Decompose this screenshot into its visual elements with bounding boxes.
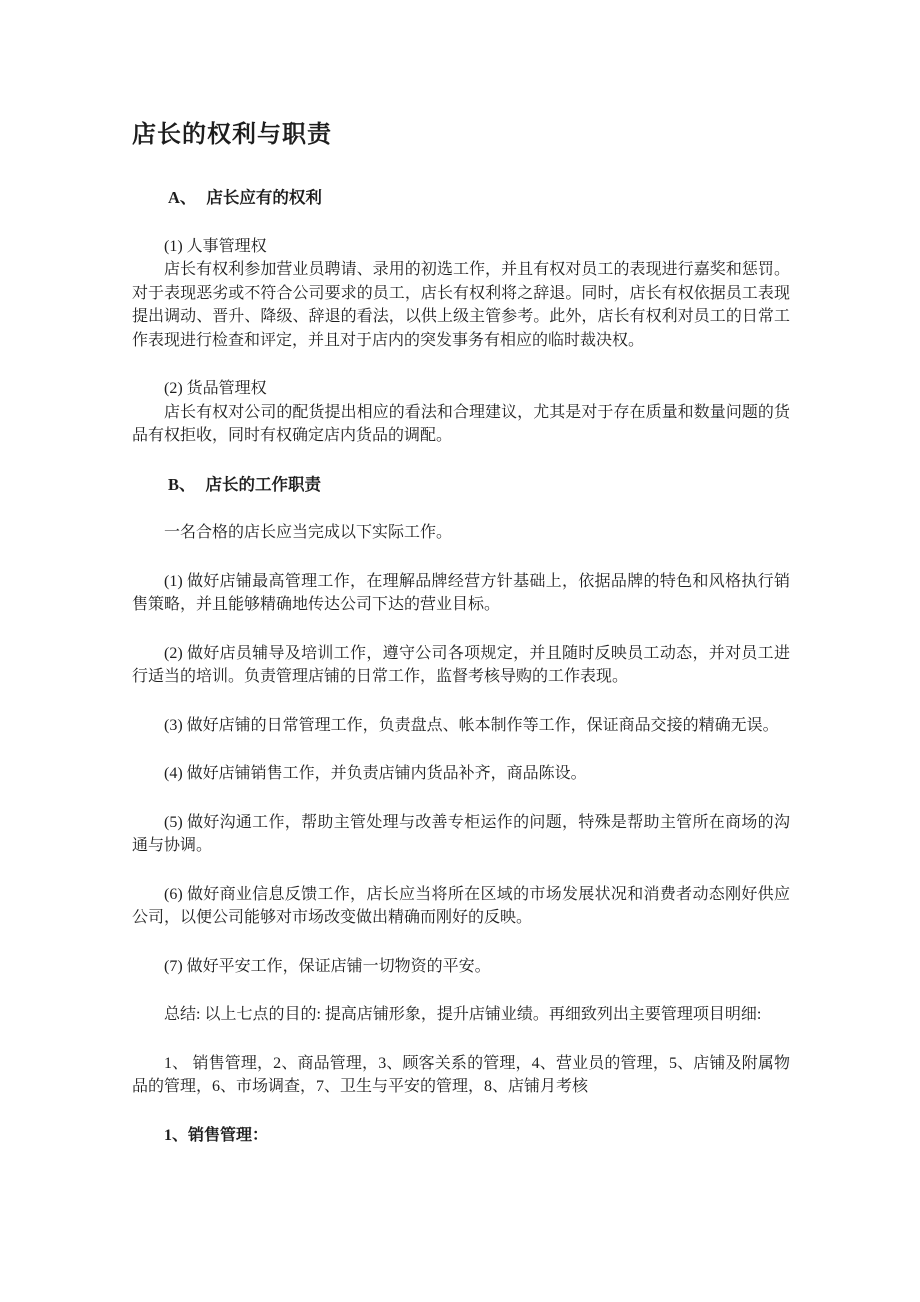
- duty-paragraph-6: (6) 做好商业信息反馈工作，店长应当将所在区域的市场发展状况和消费者动态刚好供应公司，以便公司能够对市场改变做出精确而刚好的反映。: [132, 885, 790, 926]
- section-a-heading: [132, 186, 790, 210]
- section-b-heading: [132, 473, 790, 497]
- management-items-paragraph: 1、 销售管理，2、商品管理，3、顾客关系的管理，4、营业员的管理，5、店铺及附属物品的管理，6、市场调查，7、卫生与平安的管理，8、店铺月考核: [132, 1054, 790, 1095]
- right-1-heading: (1) 人事管理权: [164, 237, 267, 255]
- duty-paragraph-4: (4) 做好店铺销售工作，并负责店铺内货品补齐，商品陈设。: [164, 765, 587, 782]
- section-b-heading-text: 店长的工作职责: [205, 474, 322, 494]
- right-1-body: 店长有权利参加营业员聘请、录用的初选工作，并且有权对员工的表现进行嘉奖和惩罚。对于表现恶劣或不符合公司要求的员工，店长有权利将之辞退。同时，店长有权依据员工表现提出调动、晋升、降级、辞退的看法，以供上级主管参考。此外，店长有权利对员工的日常工作表现进行检查和评定，并且对于店内的突发事务有相应的临时裁决权。: [132, 261, 790, 349]
- section-b-marker: B、: [168, 474, 196, 494]
- duty-paragraph-1: (1) 做好店铺最高管理工作，在理解品牌经营方针基础上，依据品牌的特色和风格执行销售策略，并且能够精确地传达公司下达的营业目标。: [132, 572, 790, 613]
- document-title: 店长的权利与职责: [132, 122, 332, 148]
- right-2-heading: (2) 货品管理权: [164, 380, 267, 397]
- subsection-1-heading: 1、销售管理：: [164, 1126, 269, 1144]
- duty-paragraph-5: (5) 做好沟通工作，帮助主管处理与改善专柜运作的问题，特殊是帮助主管所在商场的沟通与协调。: [132, 813, 790, 854]
- summary-paragraph: 总结: 以上七点的目的: 提高店铺形象，提升店铺业绩。再细致列出主要管理项目明细:: [164, 1006, 762, 1023]
- section-a-heading-text: 店长应有的权利: [206, 188, 322, 207]
- right-2-body: 店长有权对公司的配货提出相应的看法和合理建议，尤其是对于存在质量和数量问题的货品有权拒收，同时有权确定店内货品的调配。: [132, 403, 790, 444]
- duty-paragraph-3: (3) 做好店铺的日常管理工作，负责盘点、帐本制作等工作，保证商品交接的精确无误。: [164, 716, 779, 734]
- section-b-intro: 一名合格的店长应当完成以下实际工作。: [164, 524, 453, 541]
- duty-paragraph-7: (7) 做好平安工作，保证店铺一切物资的平安。: [164, 957, 491, 975]
- duty-paragraph-2: (2) 做好店员辅导及培训工作，遵守公司各项规定，并且随时反映员工动态，并对员工进行适当的培训。负责管理店铺的日常工作，监督考核导购的工作表现。: [132, 644, 790, 685]
- section-a-marker: A、: [168, 188, 197, 207]
